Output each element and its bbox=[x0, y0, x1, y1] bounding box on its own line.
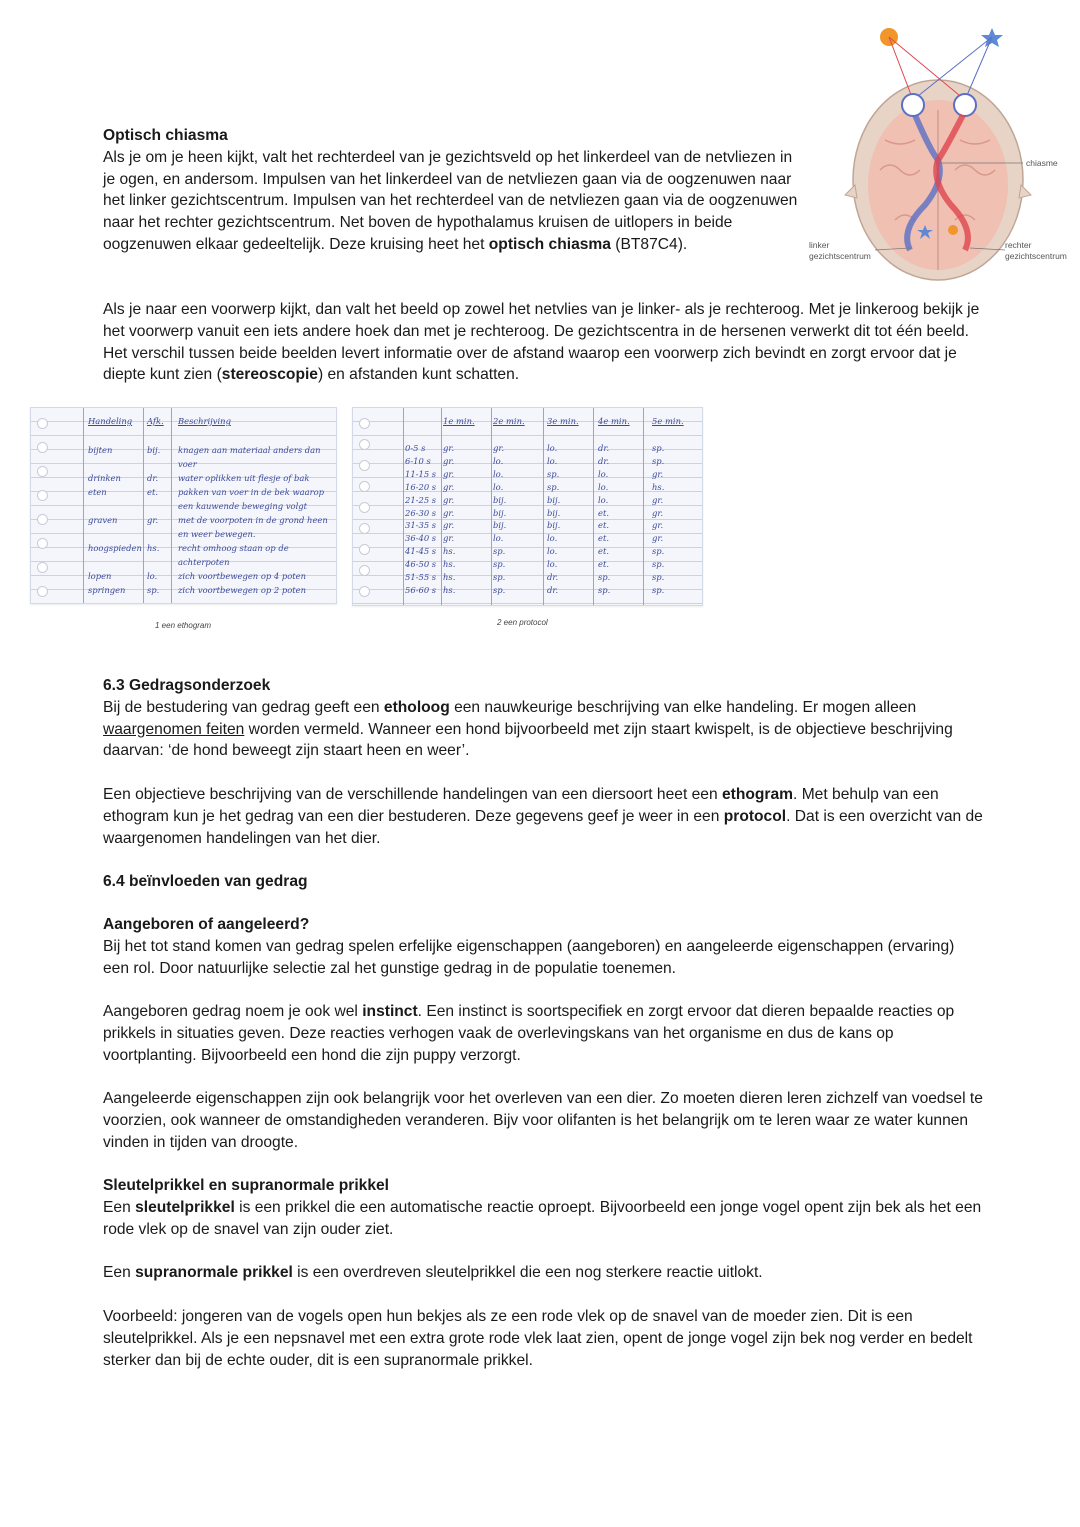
ethogram-cell: zich voortbewegen op 2 poten bbox=[178, 585, 307, 595]
binder-hole bbox=[359, 460, 370, 471]
binder-hole bbox=[359, 565, 370, 576]
section-sleutelprikkel bbox=[103, 1175, 983, 1240]
protocol-cell: sp. bbox=[652, 559, 665, 570]
ethogram-header: Beschrijving bbox=[178, 416, 231, 426]
section-supranormaal bbox=[103, 1262, 983, 1284]
protocol-cell: 11-15 s bbox=[405, 468, 437, 479]
protocol-cell: lo. bbox=[493, 468, 504, 479]
protocol-cell: 16-20 s bbox=[405, 481, 437, 492]
protocol-cell: et. bbox=[598, 559, 609, 570]
protocol-table bbox=[352, 407, 703, 606]
ethogram-cell: achterpoten bbox=[178, 557, 230, 567]
protocol-cell: lo. bbox=[493, 481, 504, 492]
protocol-cell: lo. bbox=[547, 533, 558, 544]
column-rule bbox=[491, 408, 492, 605]
protocol-cell: bij. bbox=[493, 520, 507, 531]
ethogram-cell: hoogspieden bbox=[88, 543, 142, 553]
binder-hole bbox=[359, 439, 370, 450]
ethogram-cell: springen bbox=[88, 585, 126, 595]
protocol-cell: sp. bbox=[493, 559, 506, 570]
ethogram-cell: gr. bbox=[147, 515, 159, 525]
ethogram-cell: recht omhoog staan op de bbox=[178, 543, 289, 553]
protocol-cell: et. bbox=[598, 546, 609, 557]
protocol-cell: sp. bbox=[493, 546, 506, 557]
ethogram-cell: water oplikken uit flesje of bak bbox=[178, 473, 310, 483]
column-rule bbox=[593, 408, 594, 605]
protocol-cell: et. bbox=[598, 533, 609, 544]
ethogram-cell: dr. bbox=[147, 473, 159, 483]
protocol-cell: sp. bbox=[652, 443, 665, 453]
protocol-cell: sp. bbox=[547, 481, 560, 492]
protocol-cell: 41-45 s bbox=[405, 546, 437, 557]
protocol-cell: gr. bbox=[443, 520, 455, 531]
protocol-cell: gr. bbox=[443, 494, 455, 505]
paragraph-aangeleerd: Aangeleerde eigenschappen zijn ook belangrijk voor het overleven van een dier. Zo moeten dieren leren zichzelf van voedsel te voorzien, ook wanneer de omstandigheden veranderen. Bijv voor olifanten is het belangrijk om te leren waar ze water kunnen vinden in tijden van droogte. bbox=[103, 1090, 983, 1151]
column-rule bbox=[83, 408, 84, 603]
binder-hole bbox=[359, 523, 370, 534]
protocol-cell: gr. bbox=[443, 533, 455, 544]
binder-hole bbox=[37, 442, 48, 453]
protocol-cell: lo. bbox=[598, 481, 609, 492]
protocol-cell: gr. bbox=[443, 468, 455, 479]
protocol-cell: sp. bbox=[652, 572, 665, 582]
protocol-header: 4e min. bbox=[598, 416, 630, 426]
protocol-cell: hs. bbox=[652, 481, 665, 492]
protocol-caption: 2 een protocol bbox=[497, 618, 548, 627]
binder-hole bbox=[37, 586, 48, 597]
ethogram-cell: voer bbox=[178, 459, 197, 469]
ethogram-cell: een kauwende beweging volgt bbox=[178, 501, 308, 511]
ethogram-cell: bij. bbox=[147, 445, 161, 455]
ethogram-header: Handeling bbox=[88, 416, 133, 426]
protocol-cell: gr. bbox=[652, 533, 664, 544]
protocol-cell: 51-55 s bbox=[405, 572, 437, 582]
protocol-cell: gr. bbox=[493, 443, 505, 453]
section-voorbeeld bbox=[103, 1306, 983, 1371]
ethogram-cell: drinken bbox=[88, 473, 121, 483]
paragraph-ethogram: Een objectieve beschrijving van de verschillende handelingen van een diersoort heet een ethogram. Met behulp van een ethogram kun je het gedrag van een dier bestuderen. Deze gegevens geef je weer in een protocol. Dat is een overzicht van de waargenomen handelingen van het dier. bbox=[103, 786, 983, 847]
protocol-cell: 0-5 s bbox=[405, 443, 426, 453]
protocol-cell: bij. bbox=[547, 520, 561, 531]
binder-hole bbox=[37, 514, 48, 525]
ethogram-cell: bijten bbox=[88, 445, 113, 455]
protocol-cell: hs. bbox=[443, 572, 456, 582]
protocol-cell: lo. bbox=[547, 546, 558, 557]
ethogram-cell: lopen bbox=[88, 571, 112, 581]
protocol-cell: bij. bbox=[547, 494, 561, 505]
protocol-cell: lo. bbox=[598, 494, 609, 505]
protocol-cell: dr. bbox=[547, 572, 559, 582]
section-optisch-chiasma bbox=[103, 125, 803, 256]
protocol-cell: 31-35 s bbox=[405, 520, 437, 531]
protocol-cell: sp. bbox=[652, 455, 665, 466]
column-rule bbox=[143, 408, 144, 603]
paragraph-stereoscopie: Als je naar een voorwerp kijkt, dan valt het beeld op zowel het netvlies van je linker- als je rechteroog. Met je linkeroog bekijk je het voorwerp vanuit een iets andere hoek dan met je rechteroog. De gezichtscentra in de hersenen verwerkt dit tot één beeld. Het verschil tussen beide beelden levert informatie over de afstand waarop een voorwerp zich bevindt en zorgt ervoor dat je diepte kunt zien (stereoscopie) en afstanden kunt schatten. bbox=[103, 301, 980, 384]
protocol-cell: gr. bbox=[443, 481, 455, 492]
protocol-cell: 36-40 s bbox=[405, 533, 437, 544]
protocol-cell: sp. bbox=[547, 468, 560, 479]
ethogram-cell: pakken van voer in de bek waarop bbox=[178, 487, 325, 497]
paragraph-supranormaal: Een supranormale prikkel is een overdreven sleutelprikkel die een nog sterkere reactie uitlokt. bbox=[103, 1264, 763, 1281]
protocol-cell: 26-30 s bbox=[405, 507, 437, 518]
column-rule bbox=[643, 408, 644, 605]
section-stereoscopie bbox=[103, 299, 983, 386]
binder-hole bbox=[37, 466, 48, 477]
ethogram-cell: en weer bewegen. bbox=[178, 529, 256, 539]
protocol-cell: hs. bbox=[443, 584, 456, 595]
paragraph-chiasma-1: Als je om je heen kijkt, valt het rechterdeel van je gezichtsveld op het linkerdeel van de netvliezen in je ogen, en andersom. Impulsen van het linkerdeel van de netvliezen gaan via de oogzenuwen naar het linker gezichtscentrum. Impulsen van het rechterdeel van de netvliezen gaan via de oogzenuwen naar het rechter gezichtscentrum. Net boven de hypothalamus kruisen de uitlopers in beide oogzenuwen elkaar gedeeltelijk. Deze kruising heet het optisch chiasma (BT87C4). bbox=[103, 148, 798, 253]
paragraph-voorbeeld: Voorbeeld: jongeren van de vogels open hun bekjes als ze een rode vlek op de snavel van de moeder zien. Dit is een sleutelprikkel. Als je een nepsnavel met een extra grote rode vlek laat zien, opent de jonge vogel zijn bek nog verder en bedelt sterker dan bij de echte ouder, dit is een supranormale prikkel. bbox=[103, 1308, 973, 1369]
protocol-cell: lo. bbox=[598, 468, 609, 479]
binder-hole bbox=[359, 586, 370, 597]
protocol-cell: lo. bbox=[547, 455, 558, 466]
ethogram-caption: 1 een ethogram bbox=[155, 621, 212, 630]
protocol-cell: bij. bbox=[493, 494, 507, 505]
protocol-cell: gr. bbox=[652, 468, 664, 479]
protocol-cell: 56-60 s bbox=[405, 584, 437, 595]
protocol-cell: lo. bbox=[547, 443, 558, 453]
ethogram-table bbox=[30, 407, 337, 604]
heading-beinvloeden-block bbox=[103, 871, 983, 893]
section-ethogram-protocol bbox=[103, 784, 983, 849]
paragraph-sleutelprikkel: Een sleutelprikkel is een prikkel die een automatische reactie oproept. Bijvoorbeeld een jonge vogel opent zijn bek als het een rode vlek op de snavel van zijn ouder ziet. bbox=[103, 1198, 982, 1238]
protocol-cell: bij. bbox=[493, 507, 507, 518]
ethogram-cell: zich voortbewegen op 4 poten bbox=[178, 571, 307, 581]
column-rule bbox=[403, 408, 404, 605]
protocol-cell: et. bbox=[598, 507, 609, 518]
section-aangeboren bbox=[103, 914, 983, 979]
binder-hole bbox=[37, 418, 48, 429]
protocol-cell: gr. bbox=[652, 494, 664, 505]
binder-hole bbox=[37, 538, 48, 549]
heading-beinvloeden: 6.4 beïnvloeden van gedrag bbox=[103, 873, 308, 890]
protocol-cell: 46-50 s bbox=[405, 559, 437, 570]
protocol-cell: gr. bbox=[652, 520, 664, 531]
column-rule bbox=[171, 408, 172, 603]
protocol-cell: gr. bbox=[443, 455, 455, 466]
heading-optisch-chiasma: Optisch chiasma bbox=[103, 127, 228, 144]
protocol-cell: gr. bbox=[443, 443, 455, 453]
label-linker-1: linker bbox=[809, 240, 830, 250]
ethogram-cell: lo. bbox=[147, 571, 158, 581]
subheading-sleutelprikkel: Sleutelprikkel en supranormale prikkel bbox=[103, 1177, 390, 1194]
binder-hole bbox=[359, 502, 370, 513]
protocol-cell: et. bbox=[598, 520, 609, 531]
protocol-cell: sp. bbox=[598, 572, 611, 582]
protocol-cell: hs. bbox=[443, 559, 456, 570]
label-linker-2: gezichtscentrum bbox=[809, 251, 871, 261]
section-aangeleerd bbox=[103, 1088, 983, 1153]
protocol-cell: bij. bbox=[547, 507, 561, 518]
protocol-header: 2e min. bbox=[493, 416, 525, 426]
protocol-cell: sp. bbox=[652, 584, 665, 595]
protocol-cell: lo. bbox=[547, 559, 558, 570]
column-rule bbox=[543, 408, 544, 605]
paragraph-instinct: Aangeboren gedrag noem je ook wel instinct. Een instinct is soortspecifiek en zorgt ervoor dat dieren bepaalde reacties op prikkels in situaties geven. Deze reacties verhogen vaak de overlevingskans van het organisme en dus de kans op voortplanting. Bijvoorbeeld een hond die zijn puppy verzorgt. bbox=[103, 1003, 955, 1064]
protocol-header: 5e min. bbox=[652, 416, 684, 426]
label-rechter-2: gezichtscentrum bbox=[1005, 251, 1067, 261]
binder-hole bbox=[359, 481, 370, 492]
ethogram-cell: hs. bbox=[147, 543, 160, 553]
section-instinct bbox=[103, 1001, 983, 1066]
protocol-cell: sp. bbox=[598, 584, 611, 595]
ethogram-cell: knagen aan materiaal anders dan bbox=[178, 445, 321, 455]
protocol-cell: gr. bbox=[652, 507, 664, 518]
brain-illustration bbox=[805, 20, 1077, 282]
binder-hole bbox=[359, 544, 370, 555]
protocol-cell: hs. bbox=[443, 546, 456, 557]
ethogram-header: Afk. bbox=[147, 416, 164, 426]
subheading-aangeboren: Aangeboren of aangeleerd? bbox=[103, 916, 310, 933]
paragraph-etholoog: Bij de bestudering van gedrag geeft een etholoog een nauwkeurige beschrijving van elke handeling. Er mogen alleen waargenomen feiten worden vermeld. Wanneer een hond bijvoorbeeld met zijn staart kwispelt, is de objectieve beschrijving daarvan: ‘de hond beweegt zijn staart heen en weer’. bbox=[103, 698, 953, 760]
heading-gedragsonderzoek: 6.3 Gedragsonderzoek bbox=[103, 677, 271, 694]
protocol-cell: 21-25 s bbox=[405, 494, 437, 505]
section-gedragsonderzoek bbox=[103, 675, 983, 762]
protocol-cell: lo. bbox=[493, 533, 504, 544]
binder-hole bbox=[37, 562, 48, 573]
brain-figure bbox=[805, 20, 1077, 282]
ethogram-cell: sp. bbox=[147, 585, 160, 595]
ethogram-cell: eten bbox=[88, 487, 107, 497]
protocol-cell: sp. bbox=[493, 572, 506, 582]
protocol-cell: dr. bbox=[598, 455, 610, 466]
protocol-cell: sp. bbox=[493, 584, 506, 595]
binder-hole bbox=[37, 490, 48, 501]
protocol-header: 1e min. bbox=[443, 416, 475, 426]
protocol-cell: dr. bbox=[598, 443, 610, 453]
protocol-cell: gr. bbox=[443, 507, 455, 518]
protocol-cell: 6-10 s bbox=[405, 455, 431, 466]
label-chiasme: chiasme bbox=[1026, 158, 1058, 168]
binder-hole bbox=[359, 418, 370, 429]
protocol-cell: dr. bbox=[547, 584, 559, 595]
column-rule bbox=[441, 408, 442, 605]
ethogram-cell: met de voorpoten in de grond heen bbox=[178, 515, 328, 525]
label-rechter-1: rechter bbox=[1005, 240, 1032, 250]
protocol-cell: sp. bbox=[652, 546, 665, 557]
protocol-cell: lo. bbox=[493, 455, 504, 466]
ethogram-cell: graven bbox=[88, 515, 118, 525]
paragraph-erfelijk: Bij het tot stand komen van gedrag spelen erfelijke eigenschappen (aangeboren) en aangeleerde eigenschappen (ervaring) een rol. Door natuurlijke selectie zal het gunstige gedrag in de populatie toenemen. bbox=[103, 937, 955, 977]
protocol-header: 3e min. bbox=[547, 416, 579, 426]
ethogram-cell: et. bbox=[147, 487, 158, 497]
